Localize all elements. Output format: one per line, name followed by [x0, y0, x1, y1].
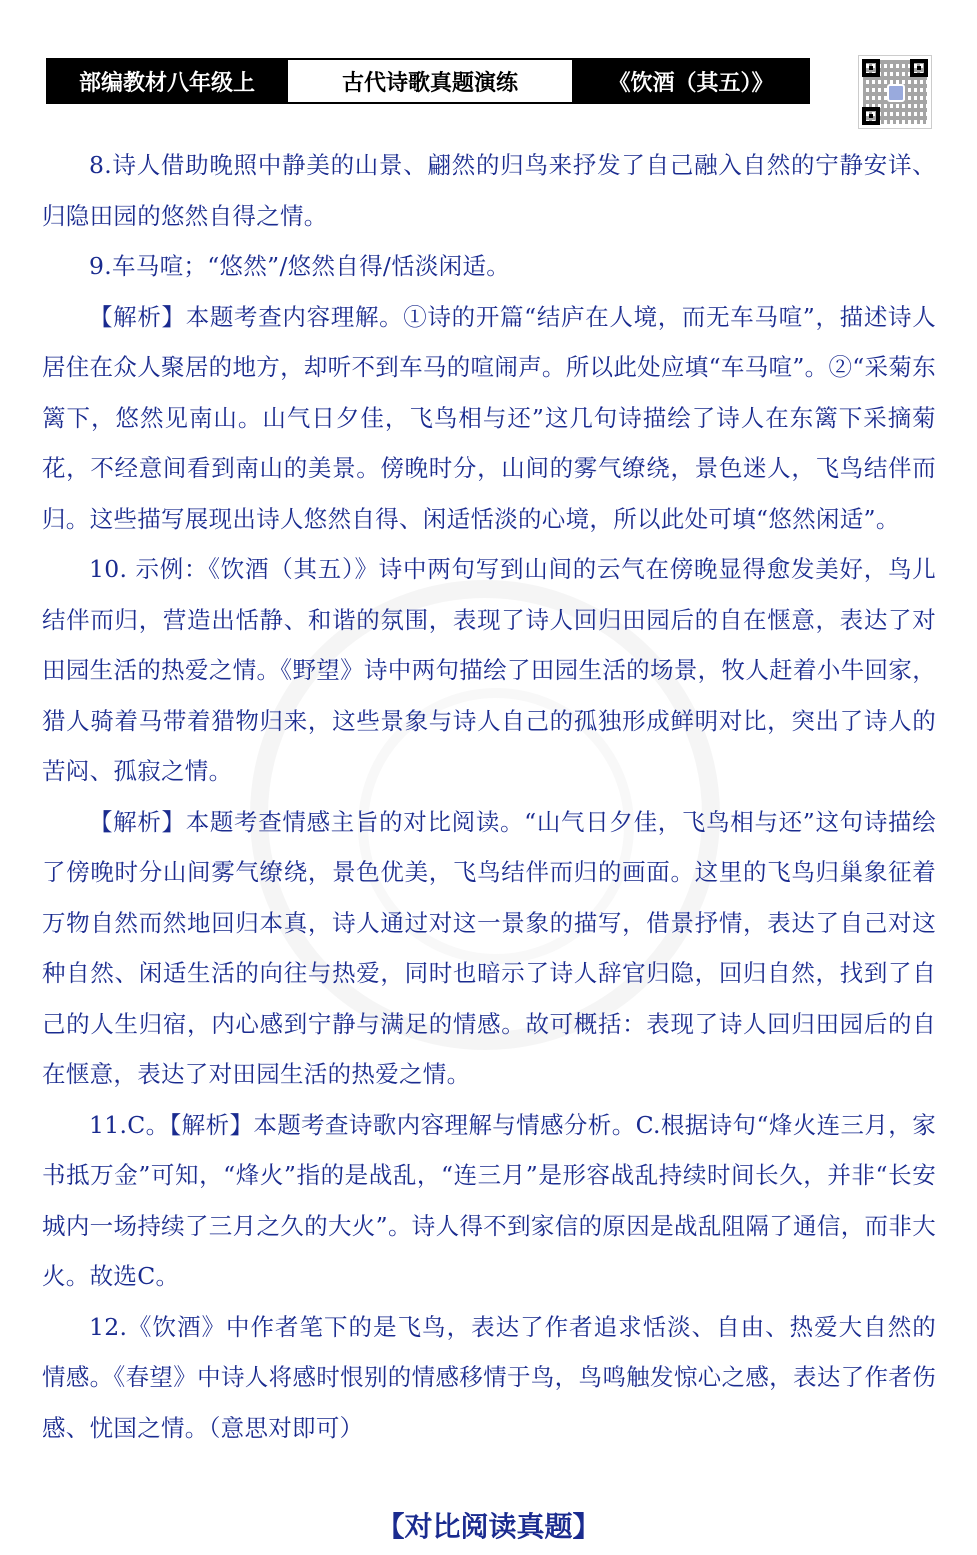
answer-11: 11.C。【解析】本题考查诗歌内容理解与情感分析。C.根据诗句“烽火连三月，家书抵万金”可知，“烽火”指的是战乱，“连三月”是形容战乱持续时间长久，并非“长安城内一场持续了三月之久的大火”。诗人得不到家信的原因是战乱阻隔了通信，而非大火。故选C。 — [42, 1110, 936, 1290]
analysis-10: 【解析】本题考查情感主旨的对比阅读。“山气日夕佳，飞鸟相与还”这句诗描绘了傍晚时分山间雾气缭绕，景色优美，飞鸟结伴而归的画面。这里的飞鸟归巢象征着万物自然而然地回归本真，诗人通过对这一景象的描写，借景抒情，表达了自己对这种自然、闲适生活的向往与热爱，同时也暗示了诗人辞官归隐，回归自然，找到了自己的人生归宿，内心感到宁静与满足的情感。故可概括：表现了诗人回归田园后的自在惬意，表达了对田园生活的热爱之情。 — [42, 807, 936, 1088]
header-poem-title: 《饮酒（其五）》 — [574, 60, 808, 102]
answer-9: 9.车马喧；“悠然”/悠然自得/恬淡闲适。 — [89, 252, 511, 280]
answer-content — [42, 140, 936, 1453]
section-title: 【对比阅读真题】 — [376, 1510, 601, 1543]
answer-8: 8.诗人借助晚照中静美的山景、翩然的归鸟来抒发了自己融入自然的宁静安详、归隐田园的悠然自得之情。 — [42, 151, 936, 230]
header-bar — [46, 58, 810, 104]
analysis-9: 【解析】本题考查内容理解。①诗的开篇“结庐在人境，而无车马喧”，描述诗人居住在众人聚居的地方，却听不到车马的喧闹声。所以此处应填“车马喧”。②“采菊东篱下，悠然见南山。山气日夕佳，飞鸟相与还”这几句诗描绘了诗人在东篱下采摘菊花，不经意间看到南山的美景。傍晚时分，山间的雾气缭绕，景色迷人，飞鸟结伴而归。这些描写展现出诗人悠然自得、闲适恬淡的心境，所以此处可填“悠然闲适”。 — [42, 302, 936, 533]
answer-12: 12.《饮酒》中作者笔下的是飞鸟，表达了作者追求恬淡、自由、热爱大自然的情感。《春望》中诗人将感时恨别的情感移情于鸟，鸟鸣触发惊心之感，表达了作者伤感、忧国之情。（意思对即可） — [42, 1312, 936, 1442]
qr-code-icon[interactable] — [858, 55, 932, 129]
header-section-label: 古代诗歌真题演练 — [286, 60, 574, 102]
answer-10: 10. 示例：《饮酒（其五）》诗中两句写到山间的云气在傍晚显得愈发美好，鸟儿结伴而归，营造出恬静、和谐的氛围，表现了诗人回归田园后的自在惬意，表达了对田园生活的热爱之情。《野望》诗中两句描绘了田园生活的场景，牧人赶着小牛回家，猎人骑着马带着猎物归来，这些景象与诗人自己的孤独形成鲜明对比，突出了诗人的苦闷、孤寂之情。 — [42, 555, 936, 785]
header-grade-label: 部编教材八年级上 — [48, 60, 286, 102]
